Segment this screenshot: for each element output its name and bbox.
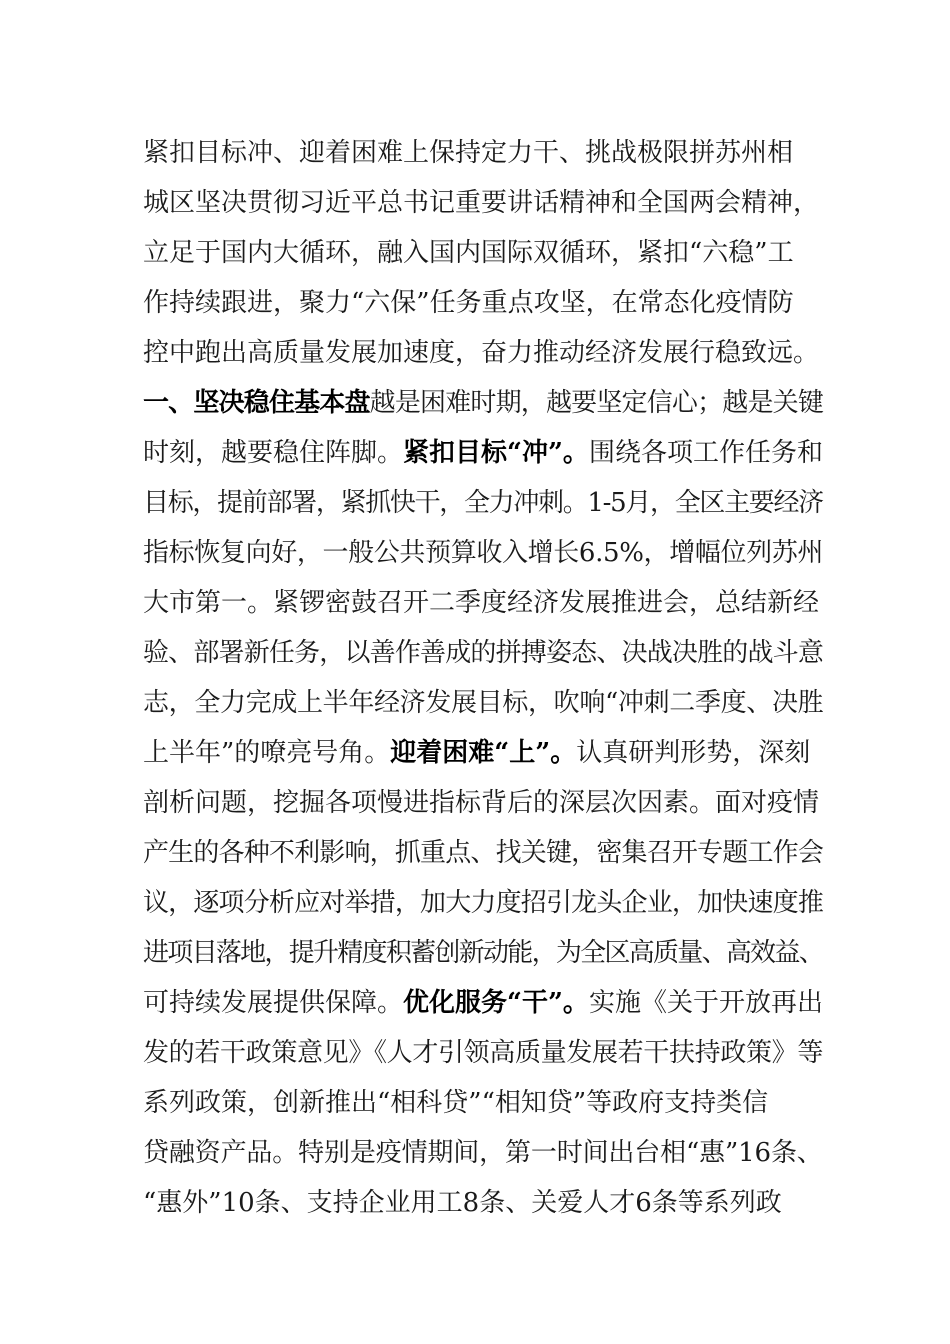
text-line — [143, 478, 823, 528]
text-line — [143, 278, 823, 328]
text-line — [143, 578, 823, 628]
text-line — [143, 628, 823, 678]
text-run: 指标恢复向好，一般公共预算收入增长6.5%，增幅位列苏州 — [143, 538, 824, 568]
text-run: 实施《关于开放再出 — [588, 988, 823, 1018]
text-run: 城区坚决贯彻习近平总书记重要讲话精神和全国两会精神， — [143, 188, 820, 218]
document-body — [143, 128, 823, 1228]
text-line — [143, 1128, 823, 1178]
text-run: 目标，提前部署，紧抓快干，全力冲刺。1-5月，全区主要经济 — [143, 488, 823, 518]
text-run: 贷融资产品。特别是疫情期间，第一时间出台相“惠”16条、 — [143, 1138, 823, 1168]
text-run: 越是困难时期，越要坚定信心；越是关键 — [369, 388, 824, 418]
text-line — [143, 328, 823, 378]
text-run: 志，全力完成上半年经济发展目标，吹响“冲刺二季度、决胜 — [143, 688, 824, 718]
text-run: “惠外”10条、支持企业用工8条、关爱人才6条等系列政 — [143, 1188, 782, 1218]
text-line — [143, 1178, 823, 1228]
text-run: 进项目落地，提升精度积蓄创新动能，为全区高质量、高效益、 — [143, 938, 824, 968]
text-line — [143, 778, 823, 828]
section-heading: 一、坚决稳住基本盘 — [143, 388, 370, 418]
text-run: 控中跑出高质量发展加速度，奋力推动经济发展行稳致远。 — [143, 338, 820, 368]
text-run: 时刻，越要稳住阵脚。 — [143, 438, 404, 468]
subheading: 优化服务“干”。 — [403, 988, 589, 1018]
text-run: 紧扣目标冲、迎着困难上保持定力干、挑战极限拼 — [143, 138, 716, 168]
text-line — [143, 978, 823, 1028]
text-line — [143, 428, 823, 478]
text-run: 可持续发展提供保障。 — [143, 988, 404, 1018]
text-line — [143, 178, 823, 228]
text-line — [143, 928, 823, 978]
text-line — [143, 528, 823, 578]
text-line — [143, 728, 823, 778]
subheading: 紧扣目标“冲”。 — [403, 438, 589, 468]
text-run: 验、部署新任务，以善作善成的拼搏姿态、决战决胜的战斗意 — [143, 638, 824, 668]
text-run: 系列政策，创新推出“相科贷”“相知贷”等政府支持类信 — [143, 1088, 769, 1118]
text-run: 苏州相 — [715, 138, 794, 168]
text-line — [143, 1028, 823, 1078]
text-run: 上半年”的嘹亮号角。 — [143, 738, 391, 768]
text-run: 立足于国内大循环，融入国内国际双循环，紧扣“六稳”工 — [143, 238, 794, 268]
text-run: 产生的各种不利影响，抓重点、找关键，密集召开专题工作会 — [143, 838, 824, 868]
text-line — [143, 228, 823, 278]
text-line — [143, 378, 823, 428]
text-line — [143, 128, 823, 178]
text-line — [143, 678, 823, 728]
text-run: 议，逐项分析应对举措，加大力度招引龙头企业，加快速度推 — [143, 888, 824, 918]
text-line — [143, 878, 823, 928]
text-run: 作持续跟进，聚力“六保”任务重点攻坚，在常态化疫情防 — [143, 288, 794, 318]
text-run: 大市第一。紧锣密鼓召开二季度经济发展推进会，总结新经 — [143, 588, 820, 618]
subheading: 迎着困难“上”。 — [390, 738, 577, 768]
text-line — [143, 1078, 823, 1128]
text-run: 认真研判形势，深刻 — [576, 738, 811, 768]
text-line — [143, 828, 823, 878]
text-run: 发的若干政策意见》《人才引领高质量发展若干扶持政策》等 — [143, 1038, 824, 1068]
text-run: 围绕各项工作任务和 — [588, 438, 823, 468]
text-run: 剖析问题，挖掘各项慢进指标背后的深层次因素。面对疫情 — [143, 788, 820, 818]
